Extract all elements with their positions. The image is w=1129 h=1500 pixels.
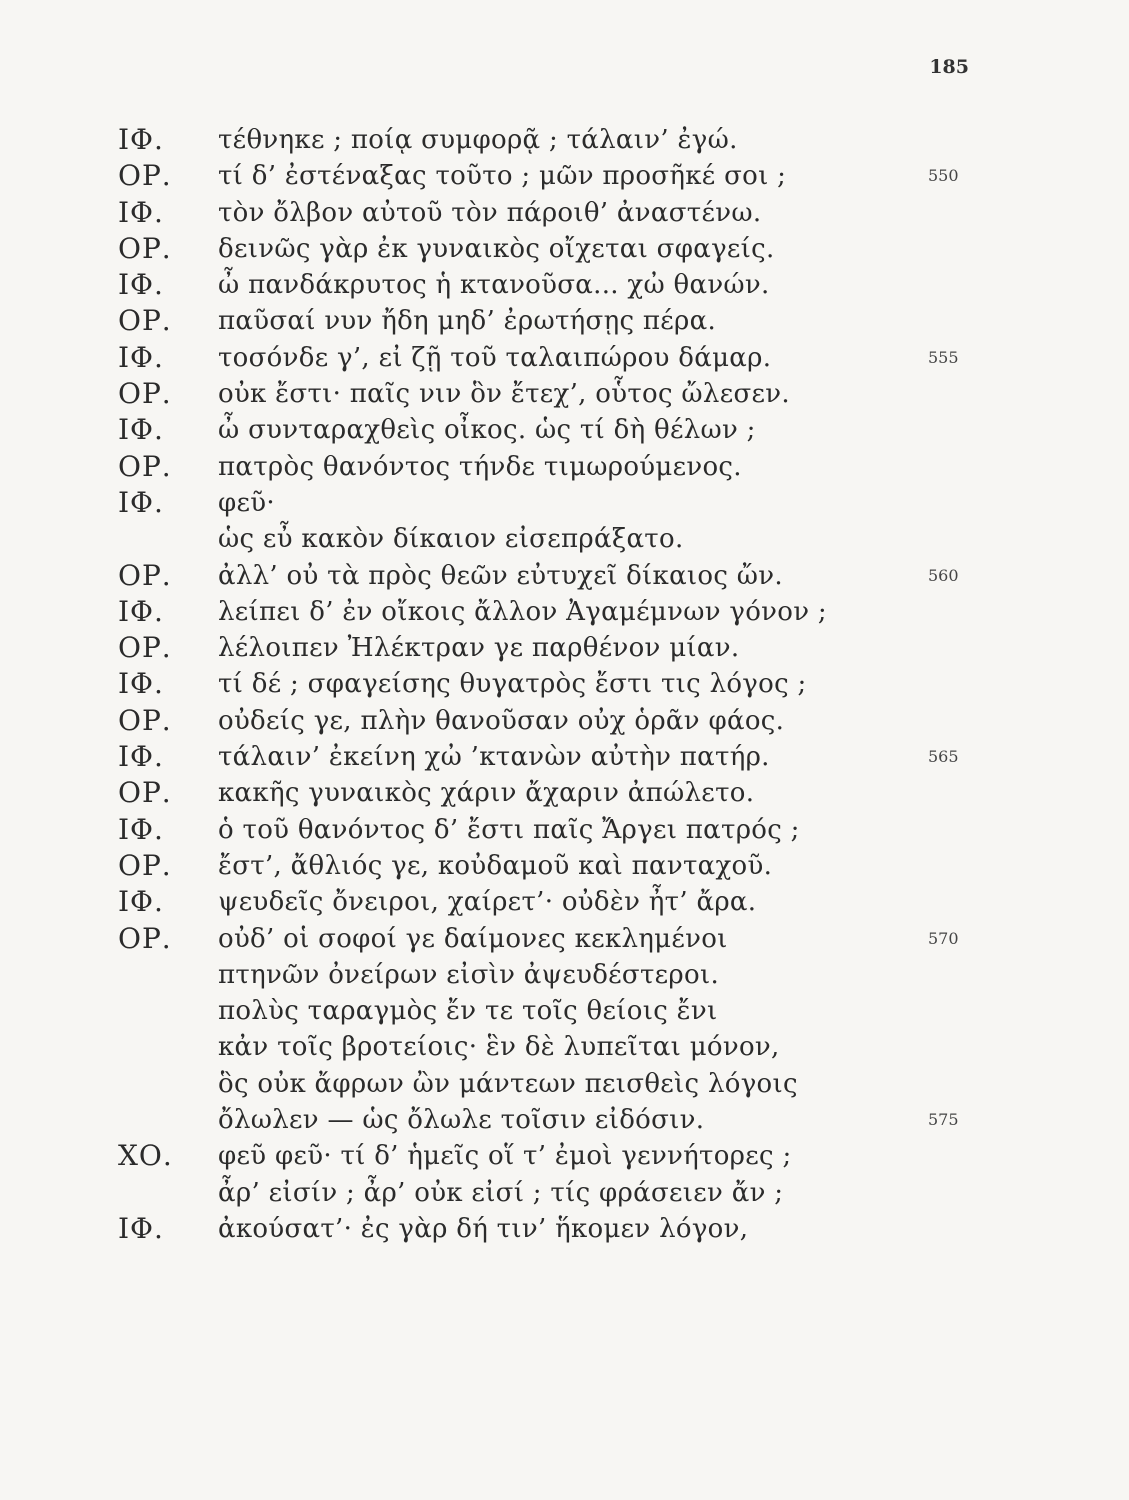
speaker-label: ΙΦ. bbox=[118, 195, 164, 229]
verse-line bbox=[118, 812, 1018, 848]
verse-text: δεινῶς γὰρ ἐκ γυναικὸς οἴχεται σφαγείς. bbox=[218, 233, 775, 264]
verse-line bbox=[118, 739, 1018, 775]
verse-text: τί δέ ; σφαγείσης θυγατρὸς ἔστι τις λόγος ; bbox=[218, 669, 807, 700]
verse-line bbox=[118, 521, 1018, 557]
verse-text: πολὺς ταραγμὸς ἔν τε τοῖς θείοις ἔνι bbox=[218, 996, 718, 1027]
speaker-label: ΟΡ. bbox=[118, 921, 172, 955]
speaker-label: ΟΡ. bbox=[118, 703, 172, 737]
verse-line bbox=[118, 1102, 1018, 1138]
verse-line bbox=[118, 122, 1018, 158]
verse-line bbox=[118, 1138, 1018, 1174]
line-number: 550 bbox=[928, 166, 959, 186]
verse-lines bbox=[118, 122, 1018, 1247]
verse-text: ἆρ’ εἰσίν ; ἆρ’ οὐκ εἰσί ; τίς φράσειεν ἄν ; bbox=[218, 1177, 784, 1208]
page-number: 185 bbox=[929, 56, 969, 78]
verse-line bbox=[118, 195, 1018, 231]
speaker-label: ΙΦ. bbox=[118, 123, 164, 156]
verse-text: ψευδεῖς ὄνειροι, χαίρετ’· οὐδὲν ἦτ’ ἄρα. bbox=[218, 887, 757, 918]
verse-text: τάλαιν’ ἐκείνη χὠ ’κτανὼν αὐτὴν πατήρ. bbox=[218, 742, 770, 773]
verse-text: παῦσαί νυν ἤδη μηδ’ ἐρωτήσῃς πέρα. bbox=[218, 306, 717, 337]
verse-line bbox=[118, 703, 1018, 739]
speaker-label: ΙΦ. bbox=[118, 413, 164, 447]
verse-line bbox=[118, 1211, 1018, 1247]
verse-line bbox=[118, 158, 1018, 194]
verse-line bbox=[118, 449, 1018, 485]
verse-text: οὐδείς γε, πλὴν θανοῦσαν οὐχ ὁρᾶν φάος. bbox=[218, 705, 785, 736]
verse-line bbox=[118, 884, 1018, 920]
speaker-label: ΙΦ. bbox=[118, 812, 164, 846]
verse-text: ὡς εὖ κακὸν δίκαιον εἰσεπράξατο. bbox=[218, 524, 684, 555]
verse-text: κἀν τοῖς βροτείοις· ἓν δὲ λυπεῖται μόνον, bbox=[218, 1032, 780, 1063]
verse-text: ὦ συνταραχθεὶς οἶκος. ὡς τί δὴ θέλων ; bbox=[218, 415, 756, 446]
verse-line bbox=[118, 267, 1018, 303]
verse-line bbox=[118, 1175, 1018, 1211]
verse-line bbox=[118, 231, 1018, 267]
speaker-label: ΟΡ. bbox=[118, 231, 172, 265]
verse-text: πτηνῶν ὀνείρων εἰσὶν ἀψευδέστεροι. bbox=[218, 959, 720, 990]
verse-text: ἀκούσατ’· ἐς γὰρ δή τιν’ ἥκομεν λόγον, bbox=[218, 1213, 749, 1244]
verse-text: οὐδ’ οἱ σοφοί γε δαίμονες κεκλημένοι bbox=[218, 923, 728, 954]
verse-line bbox=[118, 848, 1018, 884]
verse-line bbox=[118, 921, 1018, 957]
speaker-label: ΟΡ. bbox=[118, 304, 172, 338]
verse-line bbox=[118, 630, 1018, 666]
verse-line bbox=[118, 412, 1018, 448]
verse-text: λέλοιπεν Ἠλέκτραν γε παρθένον μίαν. bbox=[218, 633, 740, 664]
speaker-label: ΧΟ. bbox=[118, 1139, 173, 1173]
speaker-label: ΟΡ. bbox=[118, 377, 172, 411]
verse-text: λείπει δ’ ἐν οἴκοις ἄλλον Ἀγαμέμνων γόνον ; bbox=[218, 596, 827, 627]
speaker-label: ΟΡ. bbox=[118, 558, 172, 592]
verse-text: ὁ τοῦ θανόντος δ’ ἔστι παῖς Ἄργει πατρός ; bbox=[218, 814, 800, 845]
verse-text: ἔστ’, ἄθλιός γε, κοὐδαμοῦ καὶ πανταχοῦ. bbox=[218, 850, 773, 881]
verse-text: φεῦ φεῦ· τί δ’ ἡμεῖς οἵ τ’ ἐμοὶ γεννήτορες ; bbox=[218, 1141, 792, 1172]
line-number: 565 bbox=[928, 747, 959, 767]
verse-text: ὄλωλεν — ὡς ὄλωλε τοῖσιν εἰδόσιν. bbox=[218, 1105, 705, 1136]
line-number: 575 bbox=[928, 1110, 959, 1130]
verse-text: τί δ’ ἐστέναξας τοῦτο ; μῶν προσῆκέ σοι ; bbox=[218, 161, 787, 192]
verse-text: πατρὸς θανόντος τήνδε τιμωρούμενος. bbox=[218, 451, 742, 482]
speaker-label: ΟΡ. bbox=[118, 776, 172, 810]
line-number: 555 bbox=[928, 347, 959, 367]
verse-line bbox=[118, 775, 1018, 811]
verse-line bbox=[118, 376, 1018, 412]
verse-line bbox=[118, 1029, 1018, 1065]
verse-text: οὐκ ἔστι· παῖς νιν ὃν ἔτεχ’, οὗτος ὤλεσεν. bbox=[218, 379, 790, 410]
verse-text: τέθνηκε ; ποίᾳ συμφορᾷ ; τάλαιν’ ἐγώ. bbox=[218, 125, 738, 155]
speaker-label: ΙΦ. bbox=[118, 1211, 164, 1245]
speaker-label: ΙΦ. bbox=[118, 885, 164, 919]
verse-text: φεῦ· bbox=[218, 487, 275, 518]
verse-line bbox=[118, 993, 1018, 1029]
speaker-label: ΙΦ. bbox=[118, 667, 164, 701]
verse-text: τὸν ὄλβον αὐτοῦ τὸν πάροιθ’ ἀναστένω. bbox=[218, 197, 762, 228]
verse-line bbox=[118, 957, 1018, 993]
verse-line bbox=[118, 340, 1018, 376]
verse-text: τοσόνδε γ’, εἰ ζῇ τοῦ ταλαιπώρου δάμαρ. bbox=[218, 342, 772, 373]
line-number: 560 bbox=[928, 565, 959, 585]
speaker-label: ΙΦ. bbox=[118, 740, 164, 774]
verse-text: ὦ πανδάκρυτος ἡ κτανοῦσα... χὠ θανών. bbox=[218, 270, 770, 301]
speaker-label: ΟΡ. bbox=[118, 631, 172, 665]
verse-line bbox=[118, 303, 1018, 339]
speaker-label: ΙΦ. bbox=[118, 594, 164, 628]
speaker-label: ΟΡ. bbox=[118, 848, 172, 882]
line-number: 570 bbox=[928, 928, 959, 948]
speaker-label: ΙΦ. bbox=[118, 485, 164, 519]
verse-line bbox=[118, 1066, 1018, 1102]
speaker-label: ΟΡ. bbox=[118, 449, 172, 483]
verse-text: κακῆς γυναικὸς χάριν ἄχαριν ἀπώλετο. bbox=[218, 778, 755, 809]
verse-line bbox=[118, 558, 1018, 594]
speaker-label: ΟΡ. bbox=[118, 159, 172, 193]
verse-text: ἀλλ’ οὐ τὰ πρὸς θεῶν εὐτυχεῖ δίκαιος ὤν. bbox=[218, 560, 783, 591]
speaker-label: ΙΦ. bbox=[118, 268, 164, 302]
verse-text: ὃς οὐκ ἄφρων ὢν μάντεων πεισθεὶς λόγοις bbox=[218, 1068, 798, 1099]
verse-line bbox=[118, 666, 1018, 702]
verse-line bbox=[118, 485, 1018, 521]
speaker-label: ΙΦ. bbox=[118, 340, 164, 374]
verse-line bbox=[118, 594, 1018, 630]
